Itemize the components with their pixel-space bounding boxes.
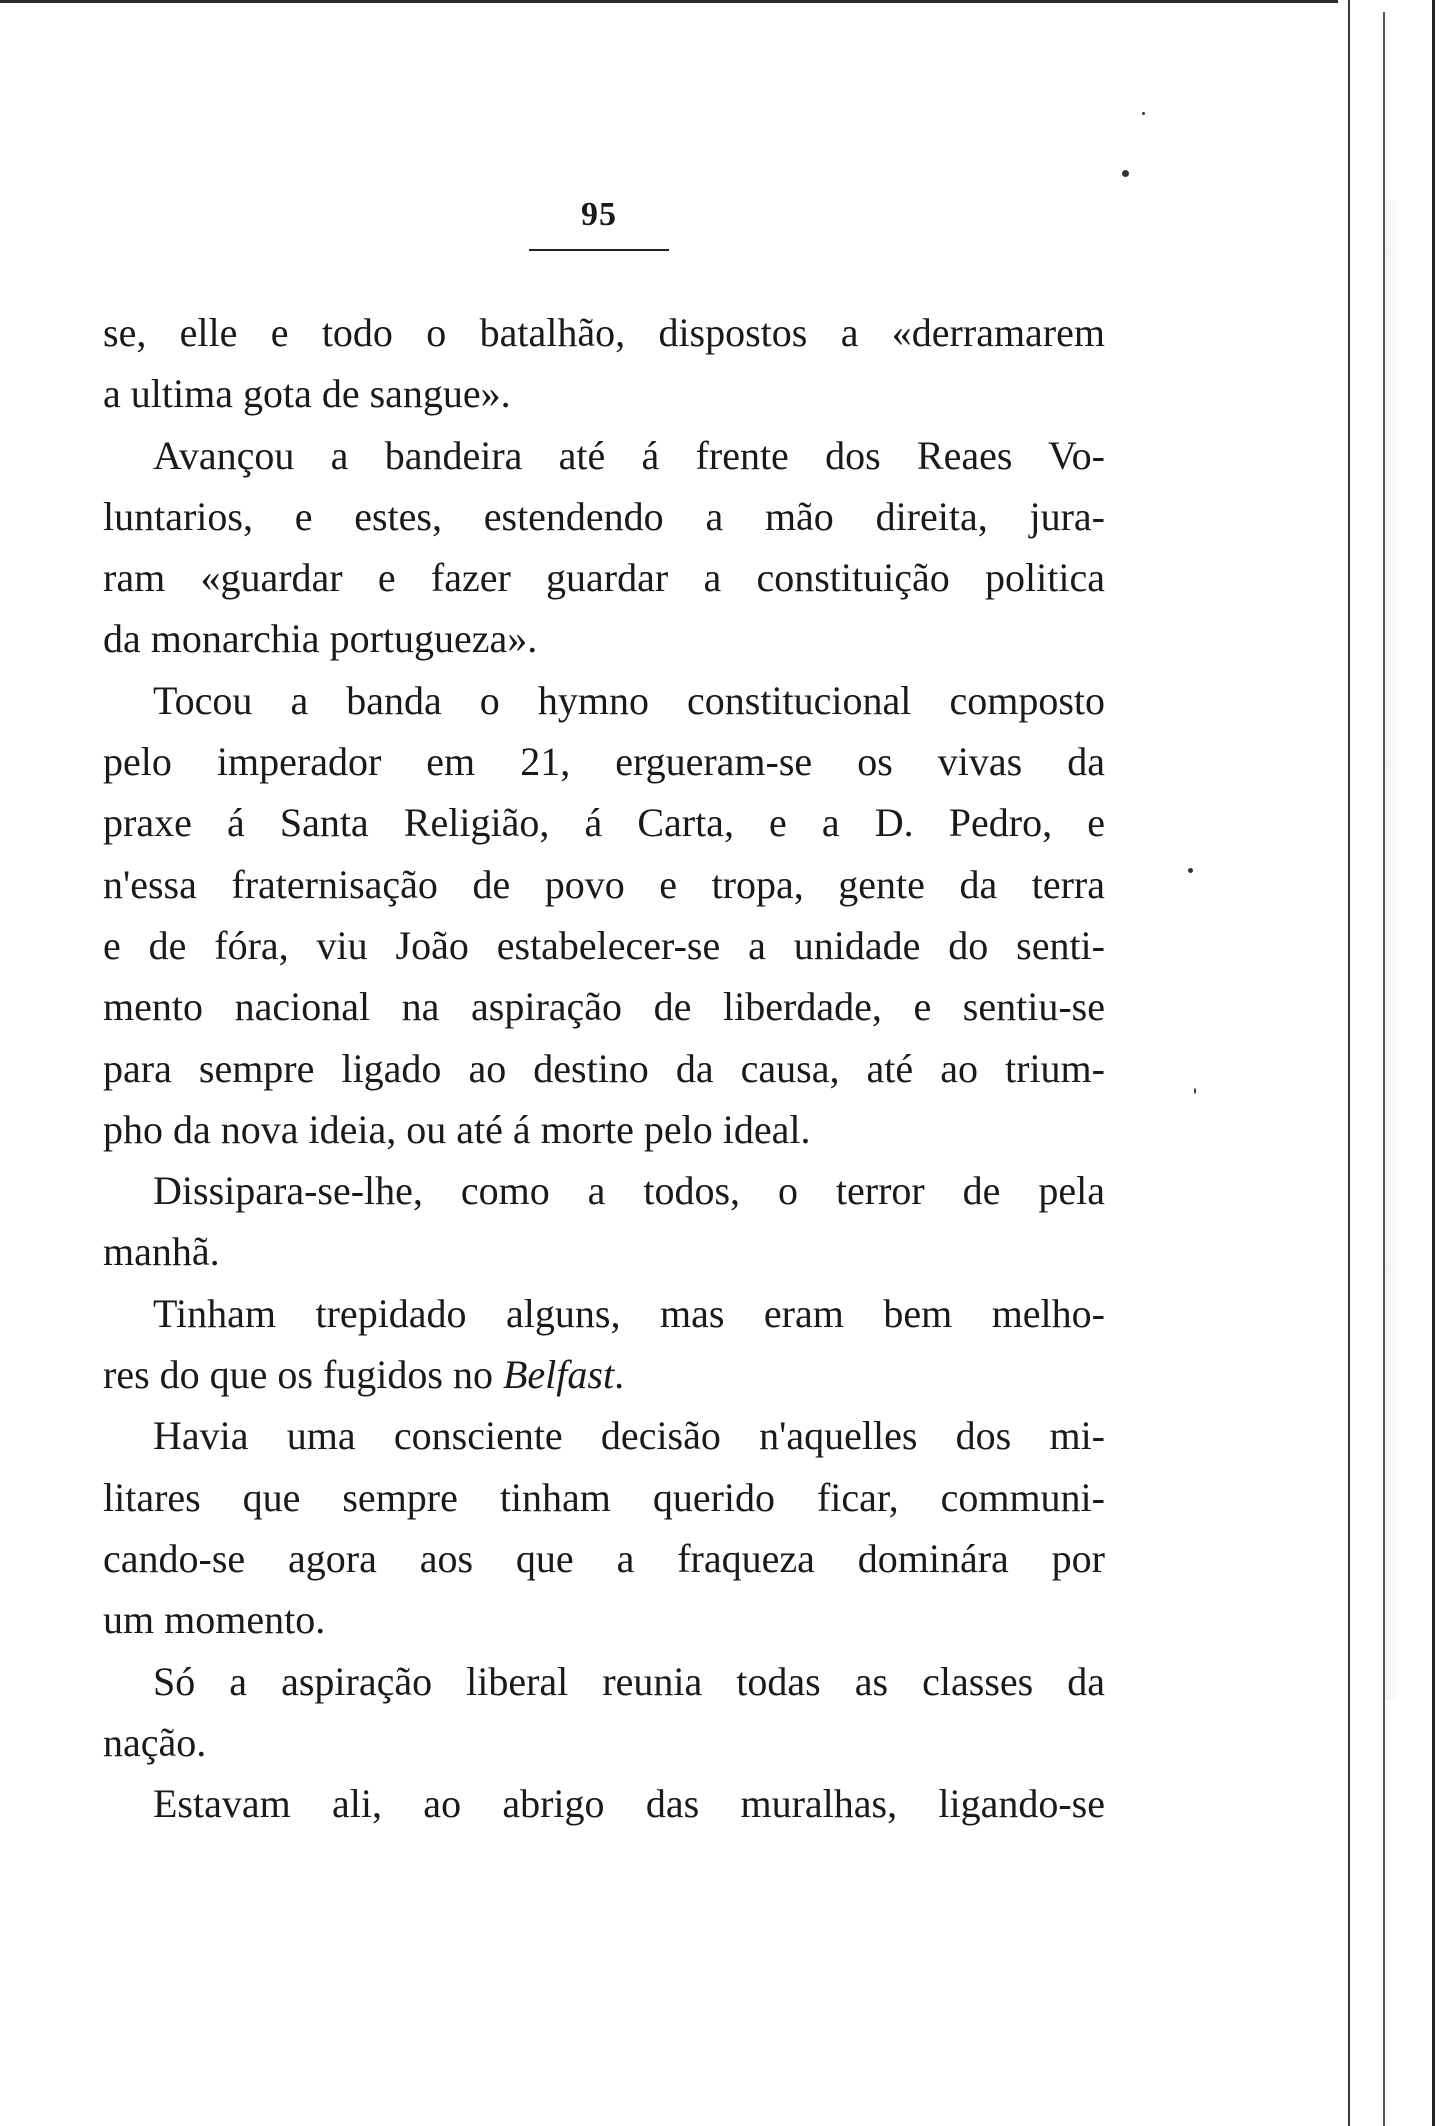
- text-line: [103, 1773, 1105, 1834]
- text-line-content: res do que os fugidos no: [103, 1352, 503, 1398]
- ink-speck: [1194, 1088, 1196, 1094]
- text-line-content: Tinham trepidado alguns, mas eram bem melho-: [153, 1290, 1105, 1336]
- text-line: [103, 363, 1105, 424]
- binding-fold-line: [1383, 12, 1385, 2126]
- text-line-content: para sempre ligado ao destino da causa, até ao trium-: [103, 1045, 1105, 1091]
- text-line-content: e de fóra, viu João estabelecer-se a unidade do senti-: [103, 922, 1105, 968]
- text-line: [103, 1344, 1105, 1405]
- text-line: [103, 1283, 1105, 1344]
- header-rule: [529, 249, 669, 251]
- running-header: [529, 195, 669, 251]
- text-line: [103, 425, 1105, 486]
- binding-shadow: [1385, 200, 1399, 1700]
- text-line: [103, 670, 1105, 731]
- text-line: [103, 1221, 1105, 1282]
- text-line-content: Estavam ali, ao abrigo das muralhas, ligando-se: [153, 1781, 1105, 1827]
- text-line: [103, 792, 1105, 853]
- ink-speck: [1142, 112, 1145, 115]
- text-line-content: Tocou a banda o hymno constitucional composto: [153, 677, 1105, 723]
- text-line: [103, 1099, 1105, 1160]
- page-number: 95: [581, 196, 617, 233]
- text-line-content: Havia uma consciente decisão n'aquelles dos mi-: [153, 1413, 1105, 1459]
- text-line-content: litares que sempre tinham querido ficar, communi-: [103, 1474, 1105, 1520]
- text-line-content: mento nacional na aspiração de liberdade, e sentiu-se: [103, 984, 1105, 1030]
- text-line-content: da monarchia portugueza».: [103, 616, 538, 662]
- text-line-content: Avançou a bandeira até á frente dos Reaes Vo-: [153, 432, 1105, 478]
- text-line: [103, 1528, 1105, 1589]
- text-line-content: se, elle e todo o batalhão, dispostos a «derramarem: [103, 310, 1105, 355]
- text-line: [103, 608, 1105, 669]
- text-line-content: cando-se agora aos que a fraqueza dominára por: [103, 1535, 1105, 1581]
- ink-speck: [1188, 868, 1193, 873]
- text-line: [103, 1038, 1105, 1099]
- text-line-content: Só a aspiração liberal reunia todas as classes da: [153, 1658, 1105, 1704]
- trailing-punctuation: .: [614, 1352, 625, 1398]
- text-line: [103, 1712, 1105, 1773]
- text-line-content: nação.: [103, 1719, 207, 1765]
- text-line-content: um momento.: [103, 1597, 326, 1643]
- text-line: [103, 1405, 1105, 1466]
- text-line: [103, 854, 1105, 915]
- text-line-content: Dissipara-se-lhe, como a todos, o terror de pela: [153, 1168, 1105, 1214]
- text-line: [103, 1467, 1105, 1528]
- text-line-content: a ultima gota de sangue».: [103, 371, 511, 417]
- text-line: [103, 976, 1105, 1037]
- text-line: [103, 1160, 1105, 1221]
- text-line: [103, 915, 1105, 976]
- text-line-content: ram «guardar e fazer guardar a constituição politica: [103, 555, 1105, 601]
- text-line-content: n'essa fraternisação de povo e tropa, gente da terra: [103, 861, 1105, 907]
- text-line: [103, 731, 1105, 792]
- text-line-content: pelo imperador em 21, ergueram-se os vivas da: [103, 739, 1105, 785]
- body-text: [103, 302, 1105, 1834]
- text-line: [103, 547, 1105, 608]
- text-line: [103, 302, 1105, 363]
- text-line-content: manhã.: [103, 1229, 220, 1275]
- text-line-content: praxe á Santa Religião, á Carta, e a D. Pedro, e: [103, 800, 1105, 846]
- text-line: [103, 1589, 1105, 1650]
- text-line-content: luntarios, e estes, estendendo a mão direita, jura-: [103, 493, 1105, 539]
- binding-edge-line: [1348, 0, 1350, 2126]
- text-line-content: pho da nova ideia, ou até á morte pelo ideal.: [103, 1106, 811, 1152]
- text-line: [103, 486, 1105, 547]
- top-edge-rule: [0, 0, 1341, 3]
- italic-ship-name: Belfast: [502, 1352, 615, 1398]
- binding-outer-line: [1432, 0, 1435, 2126]
- text-line: [103, 1651, 1105, 1712]
- ink-speck: [1122, 170, 1129, 177]
